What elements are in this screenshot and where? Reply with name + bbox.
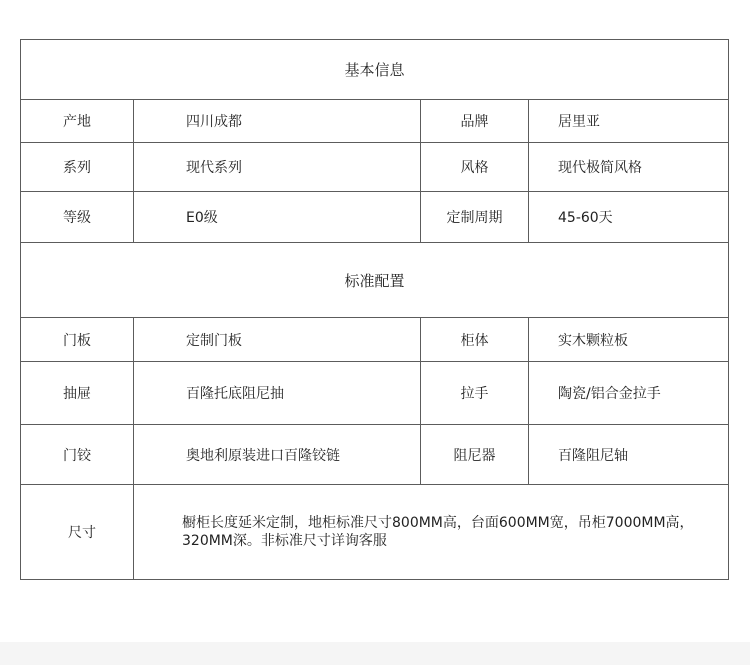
value-brand: 居里亚 — [528, 100, 728, 142]
table-row — [21, 425, 728, 485]
label-door-panel: 门板 — [63, 332, 91, 349]
label-grade: 等级 — [63, 210, 91, 226]
value-cabinet-body: 实木颗粒板 — [528, 318, 728, 361]
table-row-size — [21, 485, 728, 579]
label-size: 尺寸 — [68, 525, 96, 541]
table-row — [21, 100, 728, 143]
value-damper: 百隆阻尼轴 — [528, 425, 728, 484]
section-header-standard — [21, 243, 728, 318]
label-cabinet-body: 柜体 — [420, 318, 528, 361]
table-row — [21, 192, 728, 243]
size-line-1: 橱柜长度延米定制，地柜标准尺寸800MM高，台面600MM宽，吊柜7000MM高， — [182, 515, 694, 531]
label-damper: 阻尼器 — [420, 425, 528, 484]
value-series: 现代系列 — [133, 143, 420, 191]
label-style: 风格 — [420, 143, 528, 191]
value-size — [133, 485, 728, 579]
label-drawer: 抽屉 — [63, 386, 91, 402]
value-lead-time: 45-60天 — [528, 192, 728, 242]
value-drawer: 百隆托底阻尼抽 — [133, 362, 420, 424]
page-footer-band — [0, 642, 750, 665]
value-origin: 四川成都 — [133, 100, 420, 142]
section-title-basic: 基本信息 — [344, 61, 405, 79]
table-row — [21, 143, 728, 192]
section-title-standard: 标准配置 — [344, 271, 405, 290]
label-lead-time: 定制周期 — [420, 192, 528, 242]
table-row — [21, 318, 728, 362]
value-handle: 陶瓷/铝合金拉手 — [528, 362, 728, 424]
value-door-panel: 定制门板 — [133, 318, 420, 361]
label-hinge: 门铰 — [63, 447, 91, 464]
section-header-basic — [21, 40, 728, 100]
label-handle: 拉手 — [420, 362, 528, 424]
spec-table — [20, 39, 729, 580]
label-series: 系列 — [63, 160, 91, 176]
table-row — [21, 362, 728, 425]
value-hinge: 奥地利原装进口百隆铰链 — [133, 425, 420, 484]
label-origin: 产地 — [63, 114, 91, 130]
label-brand: 品牌 — [420, 100, 528, 142]
value-style: 现代极简风格 — [528, 143, 728, 191]
value-grade: E0级 — [133, 192, 420, 242]
size-line-2: 320MM深。非标准尺寸详询客服 — [182, 533, 387, 549]
